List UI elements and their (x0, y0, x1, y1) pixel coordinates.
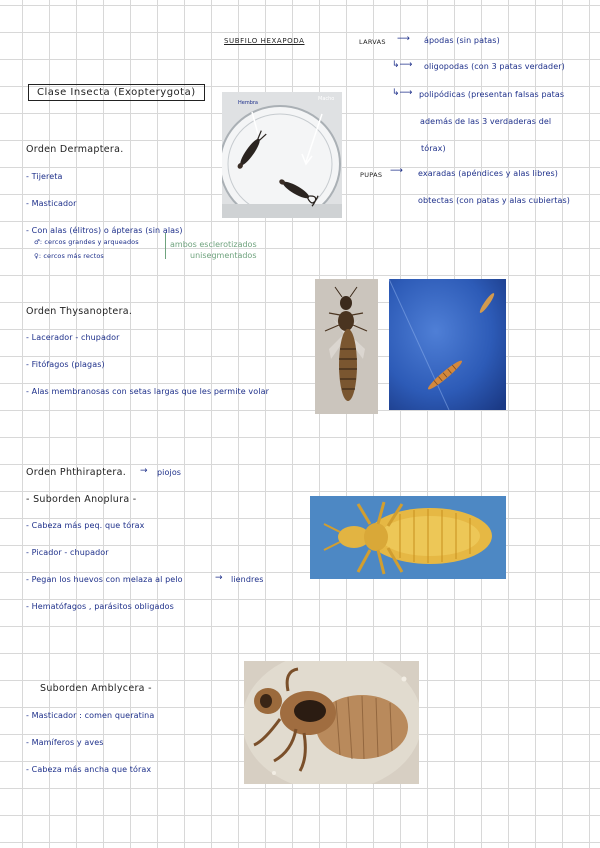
anoplura-item-note: liendres (231, 575, 264, 584)
suborden-amblycera-heading: Suborden Amblycera - (40, 683, 152, 694)
dermaptera-item: - Con alas (élitros) o ápteras (sin alas) (26, 226, 183, 235)
anoplura-item: - Cabeza más peq. que tórax (26, 521, 145, 530)
anoplura-item: - Hematófagos , parásitos obligados (26, 602, 174, 611)
bracket-line (165, 233, 166, 259)
page-title: SUBFILO HEXAPODA (224, 37, 305, 45)
amblycera-item: - Cabeza más ancha que tórax (26, 765, 152, 774)
larva-type-polipodicas: polipódicas (presentan falsas patas (419, 90, 565, 99)
pupa-type-obtectas: obtectas (con patas y alas cubiertas) (418, 196, 570, 205)
thrips-blue-image (389, 279, 506, 410)
arrow-right-icon: ⟶ (390, 166, 403, 176)
arrow-right-icon: ⟶ (397, 34, 410, 44)
amblycera-photo (244, 661, 419, 784)
dermaptera-item: - Tijereta (26, 172, 63, 181)
larva-type-oligopodas: oligopodas (con 3 patas verdader) (424, 62, 565, 71)
thysanoptera-item-text: Lacerador - chupador (31, 333, 120, 342)
suborden-anoplura-text: Suborden Anoplura - (33, 494, 137, 505)
anoplura-item: - Picador - chupador (26, 548, 109, 557)
pupa-type-exaradas: exaradas (apéndices y alas libres) (418, 169, 558, 178)
arrow-hook-icon: ↳⟶ (392, 60, 413, 70)
female-photo-label: Hembra (238, 100, 258, 106)
thysanoptera-item: - Alas membranosas con setas largas que les permite volar (26, 387, 269, 396)
dermaptera-side-note-1: ambos esclerotizados (170, 240, 257, 249)
thrips-blue-photo (389, 279, 506, 410)
larvas-label: LARVAS (359, 38, 386, 46)
arrow-right-icon: → (140, 466, 148, 476)
order-thysanoptera-heading: Orden Thysanoptera. (26, 306, 133, 317)
dermaptera-male-note: ♂: cercos grandes y arqueados (34, 238, 139, 246)
thysanoptera-item-text: Alas membranosas con setas largas que les permite volar (31, 387, 269, 396)
anoplura-item-text: Cabeza más peq. que tórax (31, 521, 145, 530)
larva-type-apodas: ápodas (sin patas) (424, 36, 500, 45)
louse-photo (310, 496, 506, 579)
order-phthiraptera-heading: Orden Phthiraptera. (26, 467, 127, 478)
thrips-closeup-photo (315, 279, 378, 414)
anoplura-item: - Pegan los huevos con melaza al pelo (26, 575, 183, 584)
amblycera-image (244, 661, 419, 784)
dermaptera-item: - Masticador (26, 199, 77, 208)
thysanoptera-item: - Lacerador - chupador (26, 333, 120, 342)
amblycera-item-text: Cabeza más ancha que tórax (31, 765, 152, 774)
larva-type-polipodicas-cont: además de las 3 verdaderas del (420, 117, 552, 126)
louse-image (310, 496, 506, 579)
dermaptera-item-text: Tijereta (31, 172, 63, 181)
amblycera-item-text: Mamíferos y aves (31, 738, 104, 747)
order-dermaptera-heading: Orden Dermaptera. (26, 144, 124, 155)
anoplura-item-text: Pegan los huevos con melaza al pelo (31, 575, 183, 584)
arrow-right-icon: → (215, 573, 223, 583)
dermaptera-item-text: Masticador (31, 199, 77, 208)
anoplura-item-text: Picador - chupador (31, 548, 109, 557)
earwig-petri-image (222, 92, 342, 218)
dermaptera-item-text: Con alas (élitros) o ápteras (sin alas) (31, 226, 183, 235)
anoplura-item-text: Hematófagos , parásitos obligados (31, 602, 174, 611)
pupas-label: PUPAS (360, 171, 383, 179)
larva-type-polipodicas-end: tórax) (421, 144, 446, 153)
thysanoptera-item-text: Fitófagos (plagas) (31, 360, 105, 369)
amblycera-item: - Masticador : comen queratina (26, 711, 155, 720)
dermaptera-female-note: ♀: cercos más rectos (34, 252, 104, 260)
amblycera-item: - Mamíferos y aves (26, 738, 104, 747)
thrips-closeup-image (315, 279, 378, 414)
thysanoptera-item: - Fitófagos (plagas) (26, 360, 105, 369)
amblycera-item-text: Masticador : comen queratina (31, 711, 155, 720)
male-photo-label: Macho (318, 96, 335, 102)
dermaptera-side-note-2: unisegmentados (190, 251, 257, 260)
earwig-petri-photo (222, 92, 342, 218)
class-title-box: Clase Insecta (Exopterygota) (28, 84, 205, 101)
arrow-hook-icon: ↳⟶ (392, 88, 413, 98)
phthiraptera-note: piojos (157, 468, 182, 477)
suborden-anoplura-heading: - Suborden Anoplura - (26, 494, 137, 505)
